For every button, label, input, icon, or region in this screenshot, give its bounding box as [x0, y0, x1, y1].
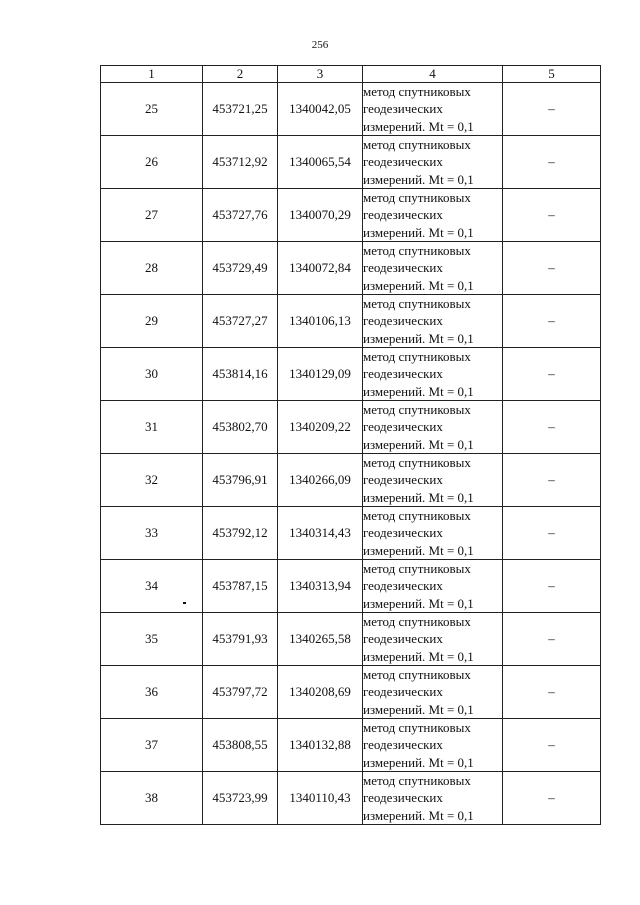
x-coordinate-cell: 453727,76	[203, 189, 278, 242]
point-number-cell: 32	[101, 454, 203, 507]
method-line: метод спутниковых	[363, 190, 471, 206]
coordinates-table	[100, 65, 601, 825]
y-coordinate-cell: 1340129,09	[278, 348, 363, 401]
point-number-cell: 34	[101, 560, 203, 613]
method-line: метод спутниковых	[363, 243, 471, 259]
method-cell	[363, 666, 503, 719]
y-coordinate-cell: 1340314,43	[278, 507, 363, 560]
column-5-cell: –	[503, 507, 601, 560]
method-line: геодезических	[363, 631, 443, 647]
x-coordinate-cell: 453791,93	[203, 613, 278, 666]
point-number-cell: 36	[101, 666, 203, 719]
method-line: геодезических	[363, 313, 443, 329]
method-line: измерений. Mt = 0,1	[363, 595, 474, 611]
point-number-cell: 38	[101, 772, 203, 825]
method-cell	[363, 242, 503, 295]
column-header-3: 3	[278, 66, 363, 83]
table-row	[101, 719, 601, 772]
method-line: метод спутниковых	[363, 402, 471, 418]
table-row	[101, 613, 601, 666]
y-coordinate-cell: 1340209,22	[278, 401, 363, 454]
x-coordinate-cell: 453729,49	[203, 242, 278, 295]
method-line: геодезических	[363, 472, 443, 488]
point-number-cell: 27	[101, 189, 203, 242]
method-line: измерений. Mt = 0,1	[363, 807, 474, 823]
table-row	[101, 772, 601, 825]
method-cell	[363, 719, 503, 772]
method-line: геодезических	[363, 578, 443, 594]
table-row	[101, 401, 601, 454]
method-line: измерений. Mt = 0,1	[363, 224, 474, 240]
point-number-cell: 33	[101, 507, 203, 560]
table-row	[101, 666, 601, 719]
method-line: измерений. Mt = 0,1	[363, 489, 474, 505]
y-coordinate-cell: 1340065,54	[278, 136, 363, 189]
column-5-cell: –	[503, 348, 601, 401]
y-coordinate-cell: 1340042,05	[278, 83, 363, 136]
column-header-5: 5	[503, 66, 601, 83]
column-5-cell: –	[503, 136, 601, 189]
y-coordinate-cell: 1340072,84	[278, 242, 363, 295]
y-coordinate-cell: 1340132,88	[278, 719, 363, 772]
x-coordinate-cell: 453721,25	[203, 83, 278, 136]
y-coordinate-cell: 1340266,09	[278, 454, 363, 507]
column-5-cell: –	[503, 189, 601, 242]
x-coordinate-cell: 453802,70	[203, 401, 278, 454]
column-header-1: 1	[101, 66, 203, 83]
method-cell	[363, 295, 503, 348]
method-cell	[363, 83, 503, 136]
method-line: измерений. Mt = 0,1	[363, 330, 474, 346]
method-line: метод спутниковых	[363, 614, 471, 630]
method-line: метод спутниковых	[363, 508, 471, 524]
method-line: геодезических	[363, 525, 443, 541]
method-line: измерений. Mt = 0,1	[363, 701, 474, 717]
x-coordinate-cell: 453723,99	[203, 772, 278, 825]
method-line: метод спутниковых	[363, 720, 471, 736]
method-line: измерений. Mt = 0,1	[363, 171, 474, 187]
column-5-cell: –	[503, 772, 601, 825]
x-coordinate-cell: 453792,12	[203, 507, 278, 560]
point-number-cell: 26	[101, 136, 203, 189]
method-line: метод спутниковых	[363, 349, 471, 365]
x-coordinate-cell: 453727,27	[203, 295, 278, 348]
page-number: 256	[311, 39, 329, 51]
table-row	[101, 189, 601, 242]
table-row	[101, 507, 601, 560]
table-row	[101, 295, 601, 348]
method-cell	[363, 454, 503, 507]
method-cell	[363, 613, 503, 666]
table-row	[101, 454, 601, 507]
table-row	[101, 83, 601, 136]
method-line: метод спутниковых	[363, 296, 471, 312]
method-line: метод спутниковых	[363, 455, 471, 471]
x-coordinate-cell: 453787,15	[203, 560, 278, 613]
point-number-cell: 28	[101, 242, 203, 295]
header-row	[101, 66, 601, 83]
method-cell	[363, 507, 503, 560]
x-coordinate-cell: 453814,16	[203, 348, 278, 401]
method-line: геодезических	[363, 684, 443, 700]
point-number-cell: 30	[101, 348, 203, 401]
column-5-cell: –	[503, 454, 601, 507]
method-cell	[363, 560, 503, 613]
point-number-cell: 37	[101, 719, 203, 772]
column-5-cell: –	[503, 242, 601, 295]
y-coordinate-cell: 1340106,13	[278, 295, 363, 348]
table-row	[101, 560, 601, 613]
method-line: метод спутниковых	[363, 667, 471, 683]
x-coordinate-cell: 453712,92	[203, 136, 278, 189]
method-line: измерений. Mt = 0,1	[363, 648, 474, 664]
method-line: геодезических	[363, 154, 443, 170]
method-line: геодезических	[363, 419, 443, 435]
method-line: метод спутниковых	[363, 137, 471, 153]
y-coordinate-cell: 1340070,29	[278, 189, 363, 242]
column-5-cell: –	[503, 666, 601, 719]
column-header-4: 4	[363, 66, 503, 83]
method-line: геодезических	[363, 790, 443, 806]
method-line: метод спутниковых	[363, 773, 471, 789]
method-cell	[363, 136, 503, 189]
table-row	[101, 136, 601, 189]
method-cell	[363, 401, 503, 454]
y-coordinate-cell: 1340208,69	[278, 666, 363, 719]
method-line: измерений. Mt = 0,1	[363, 277, 474, 293]
method-line: измерений. Mt = 0,1	[363, 542, 474, 558]
x-coordinate-cell: 453796,91	[203, 454, 278, 507]
y-coordinate-cell: 1340110,43	[278, 772, 363, 825]
column-5-cell: –	[503, 613, 601, 666]
column-5-cell: –	[503, 401, 601, 454]
method-line: измерений. Mt = 0,1	[363, 754, 474, 770]
point-number-cell: 35	[101, 613, 203, 666]
table-row	[101, 348, 601, 401]
column-5-cell: –	[503, 83, 601, 136]
x-coordinate-cell: 453808,55	[203, 719, 278, 772]
x-coordinate-cell: 453797,72	[203, 666, 278, 719]
point-number-cell: 31	[101, 401, 203, 454]
y-coordinate-cell: 1340265,58	[278, 613, 363, 666]
point-number-cell: 29	[101, 295, 203, 348]
method-line: метод спутниковых	[363, 561, 471, 577]
column-header-2: 2	[203, 66, 278, 83]
point-number-cell: 25	[101, 83, 203, 136]
method-line: метод спутниковых	[363, 84, 471, 100]
method-line: измерений. Mt = 0,1	[363, 383, 474, 399]
table-row	[101, 242, 601, 295]
method-line: геодезических	[363, 101, 443, 117]
method-line: геодезических	[363, 366, 443, 382]
method-cell	[363, 189, 503, 242]
column-5-cell: –	[503, 719, 601, 772]
method-line: измерений. Mt = 0,1	[363, 436, 474, 452]
method-cell	[363, 772, 503, 825]
column-5-cell: –	[503, 560, 601, 613]
scan-mark	[183, 602, 186, 604]
method-line: геодезических	[363, 207, 443, 223]
method-line: измерений. Mt = 0,1	[363, 118, 474, 134]
method-cell	[363, 348, 503, 401]
column-5-cell: –	[503, 295, 601, 348]
y-coordinate-cell: 1340313,94	[278, 560, 363, 613]
method-line: геодезических	[363, 260, 443, 276]
method-line: геодезических	[363, 737, 443, 753]
